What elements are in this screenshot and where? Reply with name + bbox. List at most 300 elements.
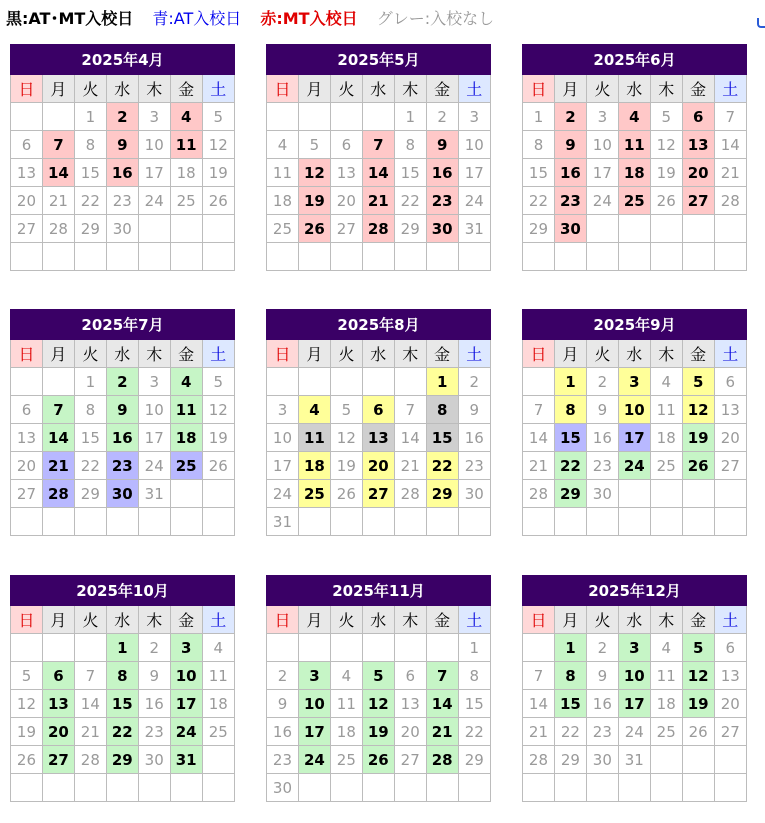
day-cell[interactable]: 3 (618, 368, 650, 396)
day-cell[interactable]: 26 (682, 452, 714, 480)
day-cell[interactable]: 12 (362, 690, 394, 718)
day-cell[interactable]: 23 (106, 452, 138, 480)
day-cell: 7 (394, 396, 426, 424)
day-cell: 12 (650, 131, 682, 159)
empty-cell (554, 774, 586, 802)
day-cell: 22 (523, 187, 555, 215)
day-cell[interactable]: 24 (618, 452, 650, 480)
day-cell: 26 (330, 480, 362, 508)
empty-cell (586, 215, 618, 243)
day-cell: 28 (74, 746, 106, 774)
weekday-header: 土 (202, 606, 234, 634)
day-cell: 25 (650, 718, 682, 746)
weekday-header: 日 (523, 340, 555, 368)
empty-cell (11, 243, 43, 271)
empty-cell (298, 774, 330, 802)
weekday-header: 月 (42, 340, 74, 368)
weekday-header: 木 (138, 606, 170, 634)
empty-cell (170, 215, 202, 243)
day-cell[interactable]: 2 (106, 103, 138, 131)
weekday-header: 月 (42, 606, 74, 634)
empty-cell (202, 480, 234, 508)
day-cell[interactable]: 26 (298, 215, 330, 243)
empty-cell (714, 215, 746, 243)
day-cell: 13 (330, 159, 362, 187)
weekday-header: 月 (298, 606, 330, 634)
day-cell[interactable]: 5 (682, 368, 714, 396)
day-cell[interactable]: 23 (554, 187, 586, 215)
day-cell[interactable]: 16 (554, 159, 586, 187)
day-cell[interactable]: 17 (618, 690, 650, 718)
empty-cell (362, 774, 394, 802)
day-cell: 29 (394, 215, 426, 243)
day-cell: 20 (394, 718, 426, 746)
day-cell[interactable]: 18 (170, 424, 202, 452)
empty-cell (682, 215, 714, 243)
day-cell[interactable]: 10 (618, 396, 650, 424)
empty-cell (42, 368, 74, 396)
empty-cell (11, 103, 43, 131)
day-cell[interactable]: 15 (554, 424, 586, 452)
day-cell: 11 (650, 396, 682, 424)
empty-cell (11, 774, 43, 802)
day-cell[interactable]: 4 (170, 103, 202, 131)
month-title: 2025年10月 (11, 576, 235, 606)
day-cell: 5 (11, 662, 43, 690)
day-cell[interactable]: 1 (426, 368, 458, 396)
weekday-header: 土 (714, 606, 746, 634)
weekday-header: 木 (394, 340, 426, 368)
empty-cell (330, 508, 362, 536)
day-cell: 7 (714, 103, 746, 131)
weekday-header: 土 (458, 75, 490, 103)
empty-cell (426, 243, 458, 271)
empty-cell (267, 103, 299, 131)
day-cell[interactable]: 6 (682, 103, 714, 131)
day-cell: 2 (586, 634, 618, 662)
day-cell[interactable]: 19 (682, 690, 714, 718)
day-cell: 24 (586, 187, 618, 215)
empty-cell (586, 508, 618, 536)
day-cell: 27 (394, 746, 426, 774)
day-cell[interactable]: 25 (618, 187, 650, 215)
day-cell: 18 (170, 159, 202, 187)
day-cell: 23 (586, 718, 618, 746)
day-cell[interactable]: 19 (362, 718, 394, 746)
empty-cell (11, 508, 43, 536)
empty-cell (202, 508, 234, 536)
day-cell[interactable]: 17 (170, 690, 202, 718)
day-cell[interactable]: 7 (42, 131, 74, 159)
day-cell: 10 (138, 131, 170, 159)
day-cell: 29 (458, 746, 490, 774)
day-cell[interactable]: 11 (618, 131, 650, 159)
day-cell[interactable]: 6 (42, 662, 74, 690)
day-cell: 14 (523, 690, 555, 718)
day-cell: 29 (74, 215, 106, 243)
day-cell[interactable]: 6 (362, 396, 394, 424)
day-cell[interactable]: 7 (362, 131, 394, 159)
day-cell: 6 (714, 368, 746, 396)
day-cell: 5 (330, 396, 362, 424)
day-cell[interactable]: 2 (106, 368, 138, 396)
day-cell[interactable]: 15 (106, 690, 138, 718)
day-cell: 19 (202, 159, 234, 187)
day-cell: 31 (267, 508, 299, 536)
day-cell[interactable]: 22 (554, 452, 586, 480)
day-cell: 22 (554, 718, 586, 746)
weekday-header: 水 (362, 606, 394, 634)
day-cell: 30 (106, 215, 138, 243)
day-cell[interactable]: 3 (170, 634, 202, 662)
day-cell[interactable]: 27 (42, 746, 74, 774)
day-cell: 10 (458, 131, 490, 159)
weekday-header: 水 (106, 340, 138, 368)
day-cell[interactable]: 9 (426, 131, 458, 159)
empty-cell (682, 243, 714, 271)
day-cell: 1 (458, 634, 490, 662)
empty-cell (106, 774, 138, 802)
day-cell[interactable]: 5 (682, 634, 714, 662)
day-cell[interactable]: 3 (618, 634, 650, 662)
day-cell[interactable]: 24 (170, 718, 202, 746)
weekday-header: 火 (330, 75, 362, 103)
day-cell: 5 (650, 103, 682, 131)
day-cell: 27 (714, 452, 746, 480)
day-cell: 4 (330, 662, 362, 690)
day-cell[interactable]: 16 (106, 159, 138, 187)
empty-cell (458, 508, 490, 536)
day-cell[interactable]: 15 (426, 424, 458, 452)
day-cell[interactable]: 8 (554, 396, 586, 424)
day-cell: 16 (267, 718, 299, 746)
empty-cell (458, 243, 490, 271)
day-cell[interactable]: 12 (682, 396, 714, 424)
day-cell: 28 (523, 746, 555, 774)
day-cell[interactable]: 20 (682, 159, 714, 187)
day-cell: 3 (267, 396, 299, 424)
empty-cell (650, 243, 682, 271)
day-cell[interactable]: 29 (554, 480, 586, 508)
day-cell[interactable]: 22 (426, 452, 458, 480)
day-cell: 17 (458, 159, 490, 187)
day-cell: 25 (650, 452, 682, 480)
day-cell[interactable]: 14 (426, 690, 458, 718)
weekday-header: 金 (426, 340, 458, 368)
day-cell: 26 (11, 746, 43, 774)
day-cell[interactable]: 16 (426, 159, 458, 187)
empty-cell (618, 480, 650, 508)
day-cell: 6 (394, 662, 426, 690)
day-cell: 15 (74, 424, 106, 452)
empty-cell (650, 215, 682, 243)
empty-cell (714, 480, 746, 508)
day-cell[interactable]: 1 (106, 634, 138, 662)
day-cell: 10 (138, 396, 170, 424)
day-cell: 5 (202, 103, 234, 131)
day-cell[interactable]: 30 (106, 480, 138, 508)
day-cell: 8 (394, 131, 426, 159)
empty-cell (618, 508, 650, 536)
empty-cell (714, 746, 746, 774)
day-cell[interactable]: 12 (298, 159, 330, 187)
day-cell: 16 (138, 690, 170, 718)
day-cell: 25 (170, 187, 202, 215)
day-cell[interactable]: 14 (42, 424, 74, 452)
day-cell[interactable]: 21 (362, 187, 394, 215)
day-cell: 19 (330, 452, 362, 480)
weekday-header: 日 (267, 340, 299, 368)
month-calendar (266, 575, 491, 802)
legend-black: 黒:AT･MT入校日 (6, 9, 134, 28)
day-cell: 12 (202, 396, 234, 424)
day-cell[interactable]: 13 (362, 424, 394, 452)
day-cell[interactable]: 20 (362, 452, 394, 480)
day-cell: 20 (714, 424, 746, 452)
day-cell: 13 (11, 159, 43, 187)
day-cell: 22 (74, 452, 106, 480)
day-cell: 6 (11, 131, 43, 159)
day-cell[interactable]: 13 (682, 131, 714, 159)
month-title: 2025年6月 (523, 45, 747, 75)
day-cell[interactable]: 12 (682, 662, 714, 690)
day-cell[interactable]: 31 (170, 746, 202, 774)
day-cell: 19 (650, 159, 682, 187)
empty-cell (298, 634, 330, 662)
day-cell[interactable]: 27 (362, 480, 394, 508)
day-cell[interactable]: 23 (426, 187, 458, 215)
day-cell: 12 (11, 690, 43, 718)
day-cell: 29 (554, 746, 586, 774)
day-cell: 7 (523, 662, 555, 690)
day-cell[interactable]: 30 (554, 215, 586, 243)
weekday-header: 土 (202, 340, 234, 368)
day-cell: 23 (106, 187, 138, 215)
day-cell[interactable]: 8 (554, 662, 586, 690)
day-cell[interactable]: 10 (170, 662, 202, 690)
day-cell[interactable]: 28 (362, 215, 394, 243)
weekday-header: 木 (394, 606, 426, 634)
day-cell: 13 (714, 662, 746, 690)
empty-cell (298, 508, 330, 536)
empty-cell (74, 634, 106, 662)
day-cell[interactable]: 29 (106, 746, 138, 774)
day-cell[interactable]: 30 (426, 215, 458, 243)
day-cell: 4 (650, 368, 682, 396)
empty-cell (682, 746, 714, 774)
day-cell[interactable]: 10 (298, 690, 330, 718)
day-cell[interactable]: 17 (298, 718, 330, 746)
weekday-header: 火 (330, 606, 362, 634)
day-cell: 14 (523, 424, 555, 452)
day-cell[interactable]: 16 (106, 424, 138, 452)
day-cell[interactable]: 13 (42, 690, 74, 718)
day-cell[interactable]: 1 (554, 634, 586, 662)
empty-cell (11, 634, 43, 662)
weekday-header: 火 (74, 606, 106, 634)
day-cell[interactable]: 5 (362, 662, 394, 690)
weekday-header: 木 (650, 75, 682, 103)
day-cell[interactable]: 11 (170, 131, 202, 159)
day-cell: 15 (394, 159, 426, 187)
day-cell[interactable]: 24 (298, 746, 330, 774)
day-cell: 7 (74, 662, 106, 690)
month-title: 2025年7月 (11, 310, 235, 340)
day-cell: 31 (458, 215, 490, 243)
day-cell: 23 (458, 452, 490, 480)
day-cell[interactable]: 22 (106, 718, 138, 746)
day-cell[interactable]: 11 (298, 424, 330, 452)
empty-cell (298, 368, 330, 396)
day-cell: 3 (458, 103, 490, 131)
day-cell: 17 (267, 452, 299, 480)
weekday-header: 日 (11, 340, 43, 368)
empty-cell (138, 243, 170, 271)
day-cell[interactable]: 15 (554, 690, 586, 718)
weekday-header: 日 (267, 75, 299, 103)
day-cell: 15 (458, 690, 490, 718)
day-cell[interactable]: 11 (170, 396, 202, 424)
empty-cell (650, 746, 682, 774)
empty-cell (330, 634, 362, 662)
empty-cell (267, 368, 299, 396)
weekday-header: 土 (202, 75, 234, 103)
day-cell[interactable]: 9 (554, 131, 586, 159)
day-cell[interactable]: 25 (298, 480, 330, 508)
day-cell[interactable]: 25 (170, 452, 202, 480)
day-cell[interactable]: 3 (298, 662, 330, 690)
day-cell: 29 (74, 480, 106, 508)
empty-cell (618, 243, 650, 271)
day-cell[interactable]: 19 (298, 187, 330, 215)
day-cell[interactable]: 27 (682, 187, 714, 215)
day-cell: 28 (42, 215, 74, 243)
day-cell[interactable]: 2 (554, 103, 586, 131)
empty-cell (42, 103, 74, 131)
weekday-header: 火 (74, 340, 106, 368)
day-cell: 28 (523, 480, 555, 508)
weekday-header: 水 (618, 606, 650, 634)
weekday-header: 日 (523, 75, 555, 103)
day-cell: 27 (11, 480, 43, 508)
day-cell[interactable]: 10 (618, 662, 650, 690)
day-cell: 19 (11, 718, 43, 746)
empty-cell (170, 774, 202, 802)
legend-red: 赤:MT入校日 (260, 9, 358, 28)
empty-cell (426, 634, 458, 662)
day-cell[interactable]: 18 (618, 159, 650, 187)
day-cell[interactable]: 9 (106, 131, 138, 159)
weekday-header: 土 (458, 606, 490, 634)
day-cell: 26 (202, 187, 234, 215)
month-title: 2025年5月 (267, 45, 491, 75)
month-calendar (10, 309, 235, 536)
empty-cell (170, 480, 202, 508)
day-cell[interactable]: 20 (42, 718, 74, 746)
empty-cell (74, 508, 106, 536)
empty-cell (362, 368, 394, 396)
weekday-header: 火 (74, 75, 106, 103)
day-cell: 2 (267, 662, 299, 690)
day-cell[interactable]: 14 (42, 159, 74, 187)
empty-cell (682, 774, 714, 802)
day-cell[interactable]: 28 (42, 480, 74, 508)
weekday-header: 金 (426, 606, 458, 634)
empty-cell (426, 508, 458, 536)
day-cell: 8 (74, 131, 106, 159)
empty-cell (106, 508, 138, 536)
day-cell: 3 (138, 103, 170, 131)
weekday-header: 水 (106, 75, 138, 103)
day-cell[interactable]: 4 (618, 103, 650, 131)
day-cell[interactable]: 26 (362, 746, 394, 774)
empty-cell (138, 774, 170, 802)
empty-cell (267, 243, 299, 271)
day-cell: 21 (523, 452, 555, 480)
day-cell[interactable]: 9 (106, 396, 138, 424)
weekday-header: 土 (458, 340, 490, 368)
day-cell: 12 (330, 424, 362, 452)
month-title: 2025年4月 (11, 45, 235, 75)
day-cell: 1 (74, 103, 106, 131)
day-cell: 9 (586, 396, 618, 424)
day-cell: 30 (586, 746, 618, 774)
day-cell: 12 (202, 131, 234, 159)
day-cell[interactable]: 21 (42, 452, 74, 480)
day-cell[interactable]: 17 (618, 424, 650, 452)
day-cell[interactable]: 4 (298, 396, 330, 424)
weekday-header: 木 (138, 75, 170, 103)
weekday-header: 火 (586, 75, 618, 103)
month-calendar (266, 44, 491, 271)
day-cell[interactable]: 14 (362, 159, 394, 187)
day-cell: 30 (458, 480, 490, 508)
day-cell: 3 (586, 103, 618, 131)
day-cell: 30 (586, 480, 618, 508)
month-title: 2025年11月 (267, 576, 491, 606)
weekday-header: 金 (682, 606, 714, 634)
day-cell: 18 (650, 424, 682, 452)
day-cell[interactable]: 29 (426, 480, 458, 508)
day-cell: 11 (650, 662, 682, 690)
weekday-header: 金 (170, 75, 202, 103)
day-cell[interactable]: 8 (106, 662, 138, 690)
day-cell: 6 (11, 396, 43, 424)
day-cell[interactable]: 7 (426, 662, 458, 690)
day-cell[interactable]: 28 (426, 746, 458, 774)
day-cell[interactable]: 8 (426, 396, 458, 424)
day-cell: 30 (267, 774, 299, 802)
day-cell[interactable]: 1 (554, 368, 586, 396)
month-calendar (10, 575, 235, 802)
day-cell: 29 (523, 215, 555, 243)
day-cell[interactable]: 7 (42, 396, 74, 424)
day-cell: 26 (682, 718, 714, 746)
day-cell[interactable]: 19 (682, 424, 714, 452)
day-cell: 2 (426, 103, 458, 131)
day-cell: 24 (267, 480, 299, 508)
empty-cell (394, 634, 426, 662)
day-cell[interactable]: 18 (298, 452, 330, 480)
day-cell[interactable]: 21 (426, 718, 458, 746)
empty-cell (42, 634, 74, 662)
weekday-header: 日 (267, 606, 299, 634)
day-cell: 9 (267, 690, 299, 718)
weekday-header: 火 (586, 340, 618, 368)
day-cell[interactable]: 4 (170, 368, 202, 396)
weekday-header: 金 (682, 340, 714, 368)
day-cell: 15 (74, 159, 106, 187)
